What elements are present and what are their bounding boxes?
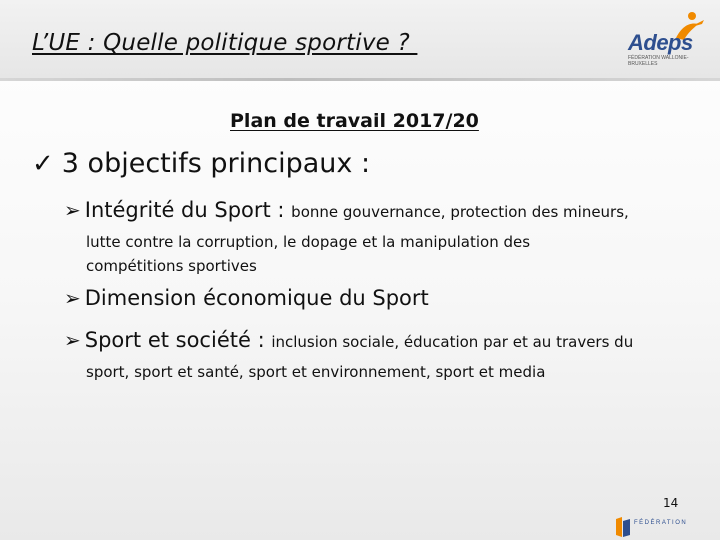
plan-heading: Plan de travail 2017/20 [230, 110, 479, 132]
federation-logo [612, 515, 712, 539]
item-head: Dimension économique du Sport [84, 286, 429, 310]
arrow-bullet-icon: ➢ [64, 328, 81, 352]
item-detail: inclusion sociale, éducation par et au travers du [271, 333, 634, 351]
page-number: 14 [663, 496, 679, 510]
item-continuation: compétitions sportives [86, 257, 257, 275]
item-continuation: lutte contre la corruption, le dopage et la manipulation des [86, 233, 531, 251]
header-divider [0, 78, 720, 81]
logo-wordmark: Adeps [628, 30, 693, 55]
slide-title: L’UE : Quelle politique sportive ? [32, 30, 418, 56]
objective-item-integrity [64, 198, 629, 222]
objective-item-economic [64, 286, 429, 310]
item-detail: bonne gouvernance, protection des mineurs, [291, 203, 629, 221]
arrow-bullet-icon: ➢ [64, 198, 81, 222]
objective-item-society [64, 328, 633, 352]
adeps-logo [618, 8, 710, 68]
objectives-heading: 3 objectifs principaux : [61, 148, 371, 179]
arrow-bullet-icon: ➢ [64, 286, 81, 310]
objectives-heading-row [32, 148, 370, 179]
item-head: Intégrité du Sport : [84, 198, 292, 222]
logo-subtext: FÉDÉRATION WALLONIE-BRUXELLES [628, 55, 689, 67]
federation-logo-text: FÉDÉRATION [634, 520, 688, 526]
federation-logo-mark-icon [612, 515, 632, 539]
item-continuation: sport, sport et santé, sport et environnement, sport et media [86, 363, 546, 381]
item-head: Sport et société : [84, 328, 272, 352]
checkmark-icon: ✓ [32, 148, 54, 179]
